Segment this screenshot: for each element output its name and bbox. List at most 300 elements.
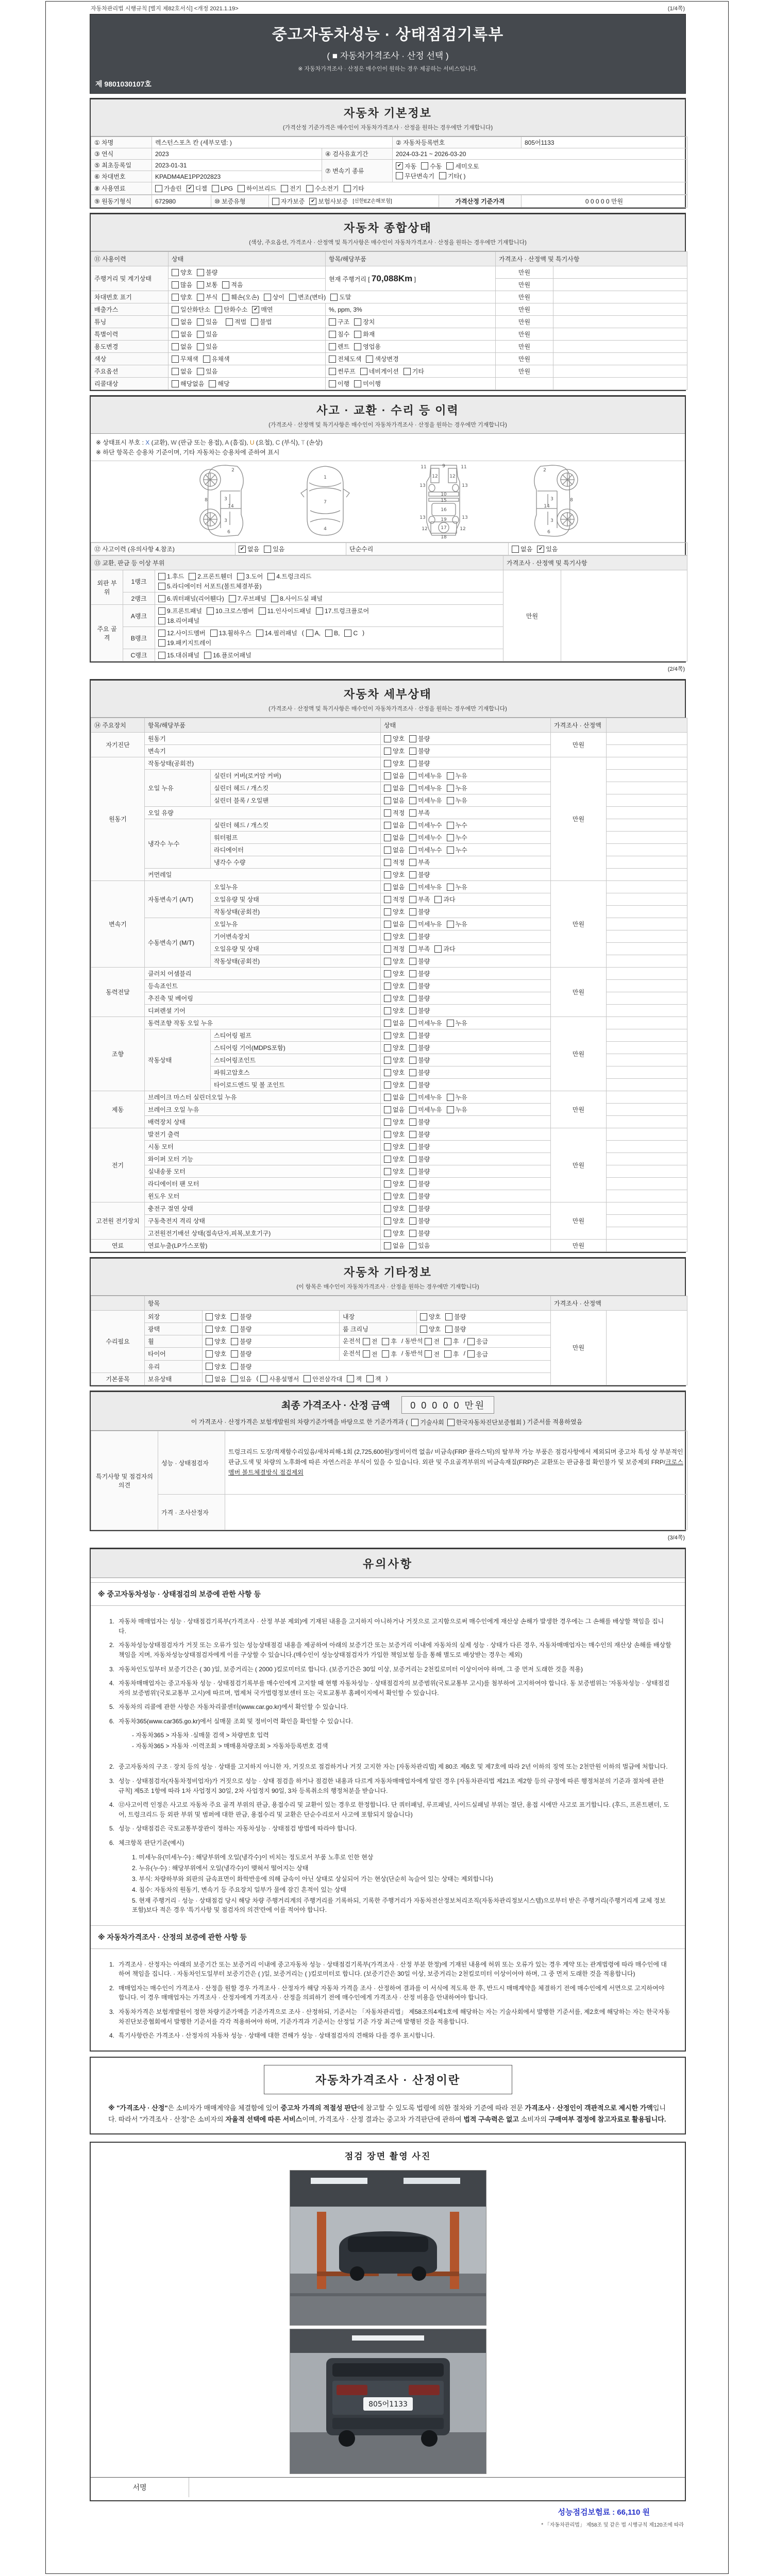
checkbox-box[interactable] (447, 1419, 455, 1426)
checkbox-box[interactable] (411, 1419, 418, 1426)
checkbox-unchecked[interactable] (411, 1418, 444, 1427)
checkbox-box[interactable] (366, 355, 373, 363)
checkbox-unchecked[interactable] (409, 759, 430, 768)
checkbox-box[interactable] (409, 1094, 416, 1101)
checkbox-box[interactable] (231, 1338, 238, 1345)
checkbox-box[interactable] (306, 630, 313, 637)
checkbox-unchecked[interactable] (329, 354, 361, 363)
checkbox-unchecked[interactable] (384, 1105, 405, 1114)
checkbox-unchecked[interactable] (158, 629, 206, 637)
checkbox-box[interactable] (384, 809, 391, 817)
checkbox-box[interactable] (384, 1094, 391, 1101)
checkbox-unchecked[interactable] (447, 883, 467, 891)
checkbox-box[interactable] (409, 970, 416, 977)
checkbox-unchecked[interactable] (206, 1325, 226, 1333)
checkbox-unchecked[interactable] (366, 1375, 381, 1383)
checkbox-box[interactable] (206, 1363, 213, 1370)
checkbox-box[interactable] (384, 834, 391, 841)
checkbox-box[interactable] (384, 1205, 391, 1212)
signature-area[interactable] (189, 2478, 685, 2497)
checkbox-box[interactable] (325, 630, 332, 637)
checkbox-unchecked[interactable] (434, 895, 455, 904)
checkbox-unchecked[interactable] (409, 1031, 430, 1040)
checkbox-box[interactable] (206, 1375, 213, 1382)
checkbox-unchecked[interactable] (384, 1068, 405, 1077)
checkbox-unchecked[interactable] (446, 162, 479, 171)
checkbox-unchecked[interactable] (360, 367, 399, 376)
checkbox-unchecked[interactable] (447, 833, 467, 842)
checkbox-unchecked[interactable] (197, 280, 217, 289)
checkbox-unchecked[interactable] (329, 317, 349, 326)
checkbox-unchecked[interactable] (447, 1418, 522, 1427)
checkbox-box[interactable] (260, 1375, 267, 1382)
checkbox-checked[interactable] (239, 545, 259, 553)
checkbox-unchecked[interactable] (409, 1204, 430, 1213)
checkbox-unchecked[interactable] (306, 184, 339, 193)
checkbox-box[interactable] (444, 1350, 451, 1358)
checkbox-unchecked[interactable] (384, 1241, 405, 1250)
checkbox-unchecked[interactable] (409, 734, 430, 743)
checkbox-box[interactable] (271, 595, 278, 602)
checkbox-unchecked[interactable] (409, 870, 430, 879)
checkbox-box[interactable] (384, 735, 391, 742)
checkbox-box[interactable] (384, 958, 391, 965)
checkbox-unchecked[interactable] (354, 342, 381, 351)
checkbox-box[interactable] (409, 1242, 416, 1249)
checkbox-unchecked[interactable] (207, 606, 254, 615)
checkbox-unchecked[interactable] (384, 944, 405, 953)
checkbox-box[interactable]: ✔ (396, 162, 403, 170)
checkbox-box[interactable] (264, 294, 271, 301)
checkbox-unchecked[interactable] (512, 545, 532, 553)
checkbox-unchecked[interactable] (158, 638, 211, 647)
checkbox-box[interactable]: ✔ (309, 198, 316, 205)
checkbox-box[interactable] (409, 921, 416, 928)
checkbox-box[interactable] (409, 871, 416, 878)
checkbox-unchecked[interactable] (409, 747, 430, 755)
checkbox-box[interactable]: ✔ (252, 306, 259, 313)
checkbox-box[interactable] (231, 1363, 238, 1370)
checkbox-box[interactable] (445, 1326, 452, 1333)
checkbox-box[interactable] (384, 822, 391, 829)
checkbox-box[interactable] (384, 995, 391, 1002)
checkbox-box[interactable] (203, 355, 210, 363)
checkbox-unchecked[interactable] (158, 616, 199, 625)
checkbox-unchecked[interactable] (447, 920, 467, 928)
checkbox-box[interactable] (409, 1118, 416, 1126)
checkbox-unchecked[interactable] (447, 796, 467, 805)
checkbox-unchecked[interactable] (447, 1093, 467, 1101)
checkbox-box[interactable] (409, 846, 416, 854)
checkbox-box[interactable] (384, 945, 391, 953)
checkbox-box[interactable] (409, 945, 416, 953)
checkbox-unchecked[interactable] (354, 317, 375, 326)
checkbox-box[interactable] (344, 185, 351, 192)
checkbox-unchecked[interactable] (420, 1312, 441, 1321)
checkbox-unchecked[interactable] (409, 1080, 430, 1089)
checkbox-box[interactable] (197, 269, 204, 276)
checkbox-box[interactable] (256, 630, 263, 637)
checkbox-unchecked[interactable] (316, 606, 369, 615)
checkbox-unchecked[interactable] (384, 1204, 405, 1213)
checkbox-unchecked[interactable] (172, 293, 192, 301)
checkbox-box[interactable] (396, 172, 403, 179)
checkbox-unchecked[interactable] (222, 293, 259, 301)
checkbox-unchecked[interactable] (409, 932, 430, 941)
checkbox-unchecked[interactable] (363, 1350, 378, 1359)
checkbox-box[interactable] (409, 896, 416, 903)
checkbox-box[interactable] (229, 595, 236, 602)
checkbox-box[interactable] (231, 1326, 238, 1333)
checkbox-unchecked[interactable] (409, 1043, 430, 1052)
checkbox-unchecked[interactable] (222, 280, 243, 289)
checkbox-box[interactable] (409, 1180, 416, 1188)
checkbox-unchecked[interactable] (425, 1350, 440, 1359)
checkbox-unchecked[interactable] (384, 858, 405, 867)
checkbox-box[interactable] (329, 331, 336, 338)
checkbox-unchecked[interactable] (384, 796, 405, 805)
checkbox-box[interactable] (382, 1338, 389, 1345)
checkbox-unchecked[interactable] (409, 944, 430, 953)
checkbox-unchecked[interactable] (384, 808, 405, 817)
checkbox-box[interactable] (409, 1131, 416, 1138)
checkbox-unchecked[interactable] (329, 330, 349, 338)
checkbox-box[interactable] (329, 380, 336, 387)
checkbox-unchecked[interactable] (384, 1216, 405, 1225)
checkbox-box[interactable] (409, 1217, 416, 1225)
checkbox-unchecked[interactable] (467, 1350, 488, 1359)
checkbox-box[interactable] (363, 1350, 370, 1358)
checkbox-box[interactable] (409, 1168, 416, 1175)
checkbox-unchecked[interactable] (409, 1179, 430, 1188)
checkbox-unchecked[interactable] (384, 821, 405, 829)
checkbox-box[interactable] (231, 1350, 238, 1358)
checkbox-box[interactable] (467, 1350, 475, 1358)
checkbox-unchecked[interactable] (445, 1325, 466, 1333)
checkbox-box[interactable] (409, 1069, 416, 1076)
checkbox-unchecked[interactable] (409, 907, 430, 916)
checkbox-box[interactable] (384, 908, 391, 916)
checkbox-box[interactable] (222, 294, 229, 301)
checkbox-unchecked[interactable] (439, 172, 466, 180)
checkbox-box[interactable] (384, 884, 391, 891)
checkbox-box[interactable] (409, 995, 416, 1002)
checkbox-box[interactable] (158, 652, 165, 659)
checkbox-box[interactable] (238, 185, 245, 192)
checkbox-box[interactable] (409, 982, 416, 990)
checkbox-box[interactable] (384, 871, 391, 878)
checkbox-unchecked[interactable] (197, 293, 217, 301)
checkbox-box[interactable] (409, 809, 416, 817)
checkbox-unchecked[interactable] (425, 1337, 440, 1346)
checkbox-unchecked[interactable] (409, 833, 442, 842)
checkbox-unchecked[interactable] (409, 1117, 430, 1126)
checkbox-unchecked[interactable] (158, 582, 262, 590)
checkbox-box[interactable] (384, 1168, 391, 1175)
checkbox-unchecked[interactable] (409, 1155, 430, 1163)
checkbox-unchecked[interactable] (203, 354, 230, 363)
checkbox-box[interactable] (409, 772, 416, 779)
checkbox-box[interactable] (215, 306, 222, 313)
checkbox-unchecked[interactable] (409, 1130, 430, 1139)
checkbox-unchecked[interactable] (384, 1167, 405, 1176)
checkbox-unchecked[interactable] (384, 895, 405, 904)
checkbox-box[interactable] (409, 859, 416, 866)
checkbox-box[interactable] (197, 331, 204, 338)
checkbox-box[interactable] (384, 1193, 391, 1200)
checkbox-box[interactable] (197, 281, 204, 289)
checkbox-checked[interactable] (252, 305, 273, 314)
checkbox-box[interactable] (447, 846, 454, 854)
checkbox-box[interactable] (439, 172, 446, 179)
checkbox-box[interactable] (329, 318, 336, 326)
checkbox-unchecked[interactable] (231, 1312, 251, 1321)
checkbox-unchecked[interactable] (409, 1093, 442, 1101)
checkbox-unchecked[interactable] (384, 771, 405, 780)
checkbox-box[interactable] (425, 1338, 432, 1345)
checkbox-box[interactable] (384, 785, 391, 792)
checkbox-unchecked[interactable] (212, 185, 233, 192)
checkbox-unchecked[interactable] (215, 305, 247, 314)
checkbox-unchecked[interactable] (231, 1337, 251, 1346)
checkbox-box[interactable] (409, 834, 416, 841)
checkbox-box[interactable] (447, 822, 454, 829)
checkbox-unchecked[interactable] (325, 630, 340, 637)
checkbox-box[interactable] (363, 1338, 370, 1345)
checkbox-unchecked[interactable] (444, 1350, 459, 1359)
checkbox-unchecked[interactable] (256, 629, 297, 637)
checkbox-box[interactable] (197, 294, 204, 301)
checkbox-unchecked[interactable] (447, 784, 467, 792)
checkbox-unchecked[interactable] (271, 594, 323, 603)
checkbox-box[interactable] (384, 1032, 391, 1039)
checkbox-box[interactable] (447, 1094, 454, 1101)
checkbox-unchecked[interactable] (447, 771, 467, 780)
checkbox-box[interactable] (172, 355, 179, 363)
checkbox-box[interactable] (384, 1044, 391, 1052)
checkbox-unchecked[interactable] (409, 1192, 430, 1200)
checkbox-unchecked[interactable] (384, 1080, 405, 1089)
checkbox-box[interactable] (172, 294, 179, 301)
checkbox-unchecked[interactable] (158, 651, 199, 659)
checkbox-unchecked[interactable] (209, 379, 229, 388)
checkbox-unchecked[interactable] (409, 895, 430, 904)
checkbox-box[interactable] (421, 162, 428, 170)
checkbox-box[interactable] (420, 1326, 427, 1333)
checkbox-box[interactable] (409, 1193, 416, 1200)
checkbox-unchecked[interactable] (409, 796, 442, 805)
checkbox-unchecked[interactable] (267, 572, 311, 581)
checkbox-unchecked[interactable] (260, 1375, 299, 1383)
checkbox-unchecked[interactable] (384, 747, 405, 755)
checkbox-unchecked[interactable] (329, 342, 349, 351)
checkbox-unchecked[interactable] (210, 629, 251, 637)
checkbox-unchecked[interactable] (237, 572, 263, 581)
checkbox-box[interactable] (172, 269, 179, 276)
checkbox-unchecked[interactable] (231, 1325, 251, 1333)
checkbox-unchecked[interactable] (409, 994, 430, 1003)
checkbox-unchecked[interactable] (231, 1349, 251, 1358)
checkbox-box[interactable] (158, 630, 165, 637)
checkbox-unchecked[interactable] (384, 1043, 405, 1052)
checkbox-box[interactable] (409, 1205, 416, 1212)
checkbox-box[interactable] (197, 368, 204, 375)
checkbox-box[interactable] (384, 921, 391, 928)
checkbox-unchecked[interactable] (384, 784, 405, 792)
checkbox-box[interactable] (354, 343, 361, 350)
checkbox-unchecked[interactable] (384, 969, 405, 978)
checkbox-unchecked[interactable] (329, 367, 356, 376)
checkbox-box[interactable] (264, 546, 271, 553)
checkbox-box[interactable] (409, 1230, 416, 1237)
checkbox-box[interactable] (384, 1118, 391, 1126)
checkbox-checked[interactable] (537, 545, 558, 553)
checkbox-box[interactable] (226, 318, 233, 326)
checkbox-box[interactable] (304, 1375, 311, 1382)
checkbox-unchecked[interactable] (409, 1019, 442, 1027)
checkbox-unchecked[interactable] (409, 969, 430, 978)
checkbox-unchecked[interactable] (409, 1056, 430, 1064)
checkbox-unchecked[interactable] (384, 907, 405, 916)
checkbox-box[interactable] (447, 797, 454, 804)
checkbox-unchecked[interactable] (384, 1179, 405, 1188)
checkbox-unchecked[interactable] (447, 1019, 467, 1027)
checkbox-box[interactable] (444, 1338, 451, 1345)
checkbox-box[interactable] (384, 1143, 391, 1150)
checkbox-box[interactable] (409, 933, 416, 940)
checkbox-unchecked[interactable] (172, 305, 210, 314)
checkbox-box[interactable] (409, 884, 416, 891)
checkbox-box[interactable] (206, 1338, 213, 1345)
checkbox-unchecked[interactable] (447, 821, 467, 829)
checkbox-box[interactable] (354, 331, 361, 338)
checkbox-box[interactable] (512, 546, 519, 553)
checkbox-box[interactable] (382, 1350, 389, 1358)
checkbox-unchecked[interactable] (434, 944, 455, 953)
checkbox-unchecked[interactable] (304, 1375, 342, 1383)
checkbox-unchecked[interactable] (409, 1167, 430, 1176)
checkbox-unchecked[interactable] (344, 630, 358, 637)
checkbox-box[interactable] (172, 380, 179, 387)
checkbox-unchecked[interactable] (384, 759, 405, 768)
checkbox-checked[interactable] (396, 162, 416, 171)
checkbox-box[interactable] (259, 607, 266, 615)
checkbox-box[interactable] (409, 958, 416, 965)
checkbox-unchecked[interactable] (172, 268, 192, 277)
checkbox-box[interactable] (329, 355, 336, 363)
checkbox-box[interactable] (330, 294, 338, 301)
checkbox-box[interactable] (409, 1007, 416, 1014)
checkbox-box[interactable]: ✔ (537, 546, 544, 553)
checkbox-box[interactable] (409, 1020, 416, 1027)
checkbox-unchecked[interactable] (272, 197, 305, 206)
checkbox-box[interactable] (206, 1313, 213, 1320)
checkbox-unchecked[interactable] (206, 1349, 226, 1358)
checkbox-unchecked[interactable] (384, 981, 405, 990)
checkbox-box[interactable] (189, 573, 196, 580)
checkbox-unchecked[interactable] (206, 1362, 226, 1371)
checkbox-box[interactable] (384, 1106, 391, 1113)
checkbox-unchecked[interactable] (384, 1229, 405, 1238)
checkbox-box[interactable] (446, 162, 453, 170)
checkbox-box[interactable] (272, 198, 279, 205)
checkbox-box[interactable] (306, 185, 313, 192)
checkbox-box[interactable] (447, 834, 454, 841)
checkbox-box[interactable] (354, 318, 361, 326)
checkbox-unchecked[interactable] (384, 1155, 405, 1163)
checkbox-unchecked[interactable] (467, 1337, 488, 1346)
checkbox-checked[interactable] (309, 197, 348, 206)
checkbox-box[interactable] (210, 630, 217, 637)
checkbox-box[interactable] (384, 896, 391, 903)
checkbox-unchecked[interactable] (206, 1375, 226, 1383)
checkbox-box[interactable] (231, 1375, 238, 1382)
checkbox-box[interactable] (197, 343, 204, 350)
checkbox-box[interactable]: ✔ (239, 546, 246, 553)
checkbox-box[interactable] (384, 933, 391, 940)
checkbox-box[interactable] (409, 1044, 416, 1052)
checkbox-box[interactable] (409, 785, 416, 792)
checkbox-box[interactable] (172, 331, 179, 338)
checkbox-box[interactable] (329, 368, 336, 375)
checkbox-unchecked[interactable] (264, 293, 284, 301)
checkbox-unchecked[interactable] (384, 1093, 405, 1101)
checkbox-box[interactable] (404, 368, 411, 375)
checkbox-box[interactable] (172, 306, 179, 313)
checkbox-box[interactable] (204, 652, 211, 659)
checkbox-unchecked[interactable] (384, 1031, 405, 1040)
checkbox-unchecked[interactable] (409, 1068, 430, 1077)
checkbox-unchecked[interactable] (384, 870, 405, 879)
checkbox-box[interactable] (420, 1313, 427, 1320)
checkbox-unchecked[interactable] (204, 651, 251, 659)
checkbox-box[interactable] (172, 343, 179, 350)
checkbox-unchecked[interactable] (197, 268, 217, 277)
checkbox-unchecked[interactable] (409, 883, 442, 891)
checkbox-unchecked[interactable] (172, 379, 204, 388)
checkbox-unchecked[interactable] (384, 1019, 405, 1027)
checkbox-box[interactable] (447, 884, 454, 891)
checkbox-box[interactable] (289, 294, 296, 301)
checkbox-unchecked[interactable] (409, 981, 430, 990)
checkbox-unchecked[interactable] (409, 1105, 442, 1114)
checkbox-box[interactable] (172, 368, 179, 375)
checkbox-box[interactable] (447, 772, 454, 779)
checkbox-box[interactable] (206, 1326, 213, 1333)
checkbox-unchecked[interactable] (409, 1142, 430, 1151)
checkbox-box[interactable] (206, 1350, 213, 1358)
checkbox-unchecked[interactable] (420, 1325, 441, 1333)
checkbox-box[interactable] (158, 607, 165, 615)
checkbox-unchecked[interactable] (344, 184, 364, 193)
checkbox-box[interactable] (329, 343, 336, 350)
checkbox-box[interactable] (384, 859, 391, 866)
checkbox-box[interactable] (467, 1338, 475, 1345)
checkbox-unchecked[interactable] (329, 379, 349, 388)
checkbox-box[interactable] (384, 846, 391, 854)
checkbox-box[interactable] (409, 822, 416, 829)
checkbox-box[interactable] (384, 970, 391, 977)
checkbox-unchecked[interactable] (384, 1117, 405, 1126)
checkbox-unchecked[interactable] (366, 354, 398, 363)
checkbox-unchecked[interactable] (421, 162, 442, 171)
checkbox-box[interactable] (158, 573, 165, 580)
checkbox-unchecked[interactable] (384, 833, 405, 842)
checkbox-box[interactable] (409, 908, 416, 916)
checkbox-unchecked[interactable] (158, 594, 224, 603)
checkbox-unchecked[interactable] (384, 1006, 405, 1015)
checkbox-box[interactable] (267, 573, 275, 580)
